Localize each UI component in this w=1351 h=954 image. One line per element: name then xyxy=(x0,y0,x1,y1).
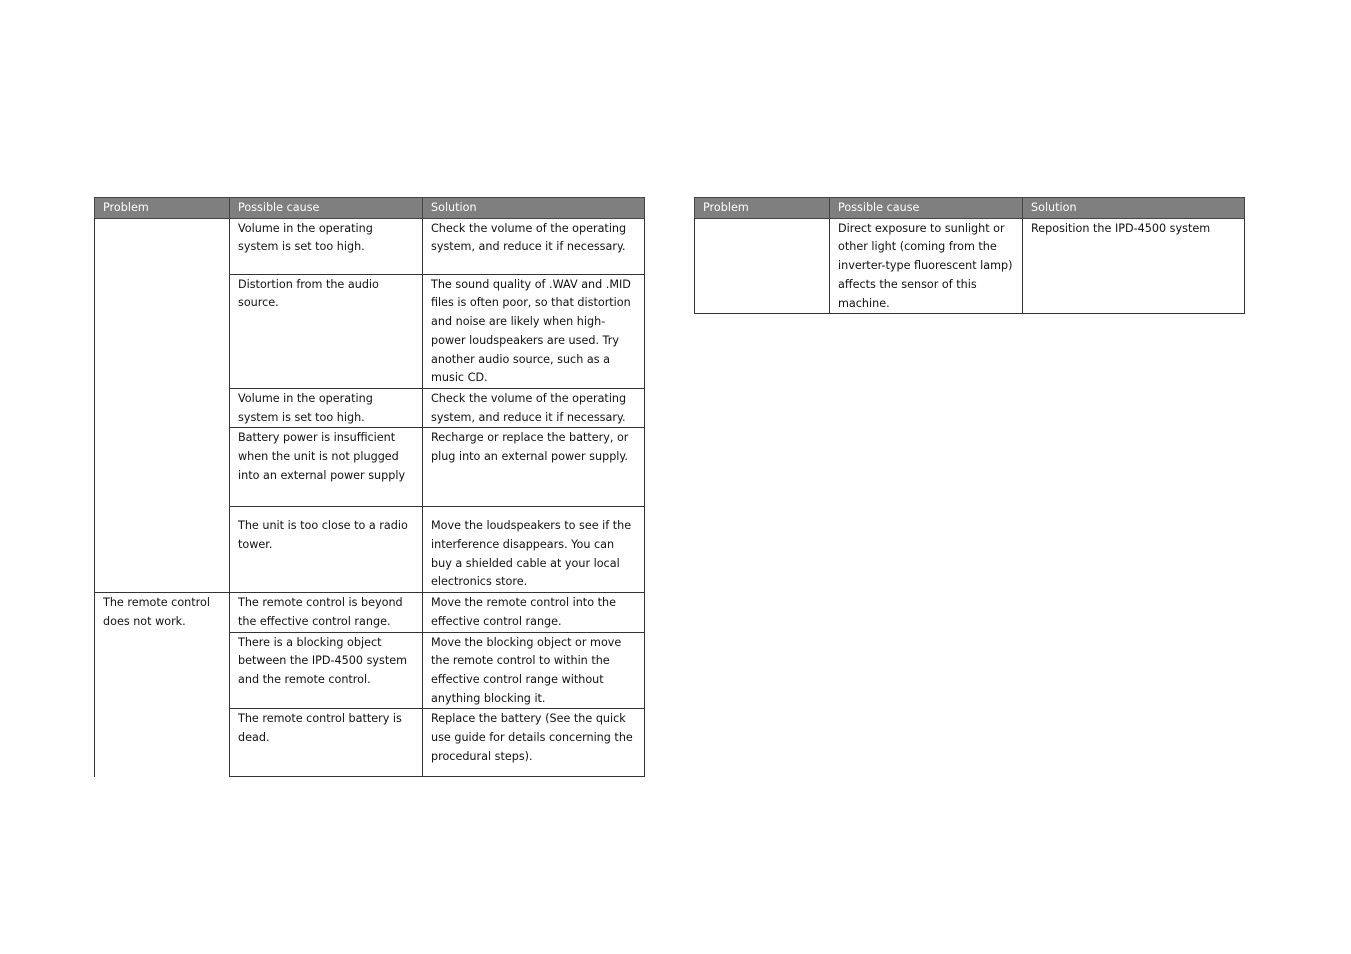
solution-cell: Move the blocking object or move the remote control to within the effective control range without anything blocking it. xyxy=(423,632,645,709)
solution-cell: Reposition the IPD-4500 system xyxy=(1023,218,1245,314)
header-problem: Problem xyxy=(95,198,230,219)
header-solution: Solution xyxy=(423,198,645,219)
header-possible-cause: Possible cause xyxy=(830,198,1023,219)
cause-cell: There is a blocking object between the IPD-4500 system and the remote control. xyxy=(230,632,423,709)
header-solution: Solution xyxy=(1023,198,1245,219)
solution-cell: Check the volume of the operating system, and reduce it if necessary. xyxy=(423,218,645,274)
solution-cell: Recharge or replace the battery, or plug into an external power supply. xyxy=(423,428,645,507)
problem-cell: The remote control does not work. xyxy=(95,593,230,777)
table-header-row xyxy=(95,198,645,219)
solution-cell: Move the loudspeakers to see if the interference disappears. You can buy a shielded cable at your local electronics store. xyxy=(423,507,645,593)
solution-cell: Check the volume of the operating system, and reduce it if necessary. xyxy=(423,388,645,427)
cause-cell: The remote control is beyond the effective control range. xyxy=(230,593,423,632)
troubleshooting-table-left xyxy=(94,197,645,777)
solution-cell: Replace the battery (See the quick use guide for details concerning the procedural steps). xyxy=(423,709,645,777)
table-row xyxy=(95,593,645,632)
cause-cell: Direct exposure to sunlight or other light (coming from the inverter-type fluorescent lamp) affects the sensor of this machine. xyxy=(830,218,1023,314)
header-problem: Problem xyxy=(695,198,830,219)
cause-cell: The remote control battery is dead. xyxy=(230,709,423,777)
cause-cell: Distortion from the audio source. xyxy=(230,274,423,388)
solution-cell: Move the remote control into the effective control range. xyxy=(423,593,645,632)
troubleshooting-table-right xyxy=(694,197,1245,314)
cause-cell: Volume in the operating system is set too high. xyxy=(230,388,423,427)
header-possible-cause: Possible cause xyxy=(230,198,423,219)
table-row xyxy=(695,218,1245,314)
problem-cell xyxy=(95,218,230,592)
cause-cell: Battery power is insufficient when the unit is not plugged into an external power supply xyxy=(230,428,423,507)
cause-cell: The unit is too close to a radio tower. xyxy=(230,507,423,593)
problem-cell xyxy=(695,218,830,314)
table-row xyxy=(95,218,645,274)
solution-cell: The sound quality of .WAV and .MID files is often poor, so that distortion and noise are likely when high-power loudspeakers are used. Try another audio source, such as a music CD. xyxy=(423,274,645,388)
table-header-row xyxy=(695,198,1245,219)
cause-cell: Volume in the operating system is set too high. xyxy=(230,218,423,274)
